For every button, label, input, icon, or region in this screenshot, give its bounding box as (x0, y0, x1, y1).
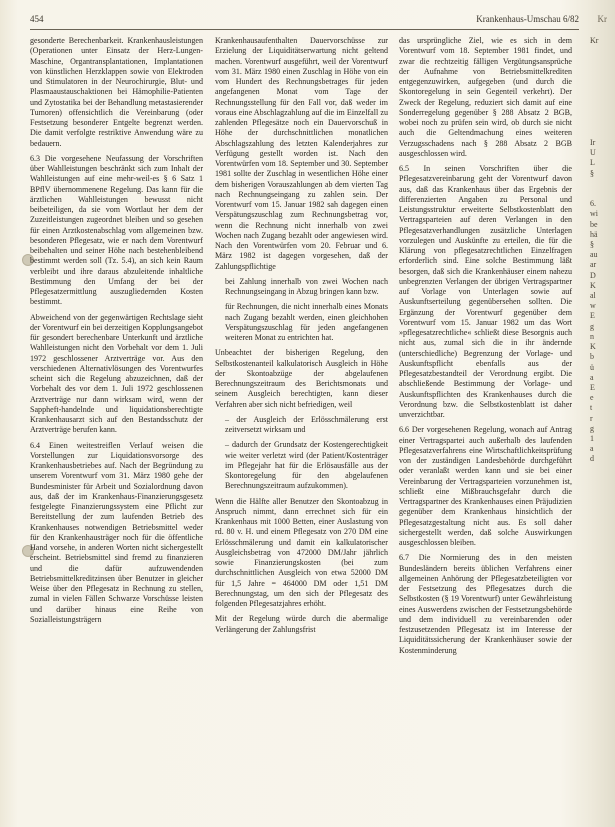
edge-fragment: E (590, 311, 595, 321)
edge-fragment: w (590, 301, 596, 311)
edge-fragment: g (590, 321, 594, 331)
edge-fragment (590, 46, 614, 56)
next-page-edge-text: Kr (597, 14, 607, 24)
text-column-2 (215, 36, 388, 640)
edge-fragment (590, 567, 614, 577)
edge-fragment: ü (590, 362, 594, 372)
text-column-3 (399, 36, 572, 661)
edge-fragment (590, 587, 614, 597)
edge-fragment (590, 485, 614, 495)
paragraph: Wenn die Hälfte aller Benutzer den Skontoabzug in Anspruch nimmt, dann errechnet sich für ein Krankenhaus mit 1000 Betten, einer Auslastung von rd. 80 v. H. und einem Pflegesatz von 270 DM eine Erlösschmälerung und damit ein kalkulatorischer Ausgleichsbetrag von 472000 DM/Jahr jährlich sowie Finanzierungskosten (bei zum durchschnittlichen Ausgleich von etwa 52000 DM für 1,5 Jahre = 464000 DM oder 1,51 DM Berechnungstag, um den sich der Pflegesatz des folgenden Pflegesatzjahres erhöht. (215, 496, 388, 608)
edge-fragment (590, 618, 614, 628)
running-title: Krankenhaus-Umschau 6/82 (476, 14, 579, 24)
edge-fragment (590, 556, 614, 566)
edge-fragment: n (590, 331, 594, 341)
edge-fragment (590, 577, 614, 587)
edge-fragment: K (590, 280, 596, 290)
paragraph: Krankenhausaufenthalten Dauervorschüsse zur Erzielung der Liquiditätserwartung nicht geltend machen. Vorentwurf ausgeführt, weil der Vorentwurf vom 31. März 1980 einen Zuschlag in Höhe von ein vom Hundert des Rechnungsbetrages für jeden angefangenen Monat vom Tage der Rechnungsstellung für den Fall vor, daß weder im voraus eine Abschlagzahlung auf die im Einzelfall zu zahlenden Pflegesätze noch ein Dauervorschuß in Höhe der durchschnittlichen monatlichen Abschlagszahlung des letzten Kalenderjahres zur Verfügung gestellt worden ist. Nach den Vorentwürfen vom 18. September und 30. September 1981 sollte der Zuschlag in wesentlichen Höhe einer dem bisherigen Vorauszahlungen ab dem vierten Tag nach Rechnungseingang zu zahlen sein. Der Vorentwurf vom 15. Januar 1982 sah dagegen einen Verspätungszuschlag zum Rechnungsbetrag vor, wenn die Rechnung nicht innerhalb von zwei Wochen nach Zugang bezahlt oder angewiesen wird. Nach den Vorentwürfen vom 20. Februar und 6. März 1982 ist dagegen vorgesehen, daß der Zahlungspflichtige (215, 36, 388, 271)
paragraph: Mit der Regelung würde durch die abermalige Verlängerung der Zahlungsfrist (215, 614, 388, 634)
edge-fragment: E (590, 382, 595, 392)
paragraph: – dadurch der Grundsatz der Kostengerechtigkeit wie weiter verletzt wird (der Patient/Kostenträger im Pflegejahr hat für die Erlösausfälle aus der Skontoregelung für den abgelaufenen Berechnungszeitraum aufzukommen). (225, 440, 388, 491)
paragraph: für Rechnungen, die nicht innerhalb eines Monats nach Zugang bezahlt werden, einen gleichhohen Verspätungszuschlag für jeden angefangenen weiteren Monat zu entrichten hat. (225, 302, 388, 342)
adjacent-page-edge (590, 36, 614, 791)
page-number: 454 (30, 14, 44, 24)
edge-fragment (590, 77, 614, 87)
paragraph: 6.4 Einen weitestreiflen Verlauf weisen die Vorstellungen zur Liquidationsvorsorge des Krankenhausbetriebes auf. Nach der Begründung zu unserem Vorentwurf vom 31. März 1980 gehe der Bundesminister für Arbeit und Sozialordnung davon aus, daß der im Krankenhaus-Finanzierungsgesetz festgelegte Finanzierungssystem eine Pflicht zur Bereitstellung der zum laufenden Betrieb des Krankenhauses notwendigen Betriebsmittel weder für den Krankenhausträger noch für die öffentliche Hand vorsehe, in anderen Worten nicht sichergestellt erscheint. Betriebsmittel sind fremd zu finanzieren und die dafür aufzuwendenden Betriebsmittelkreditzinsen über Benutzer in gleicher Weise über den Pflegesatz in Rechnung zu stellen, zumal in vielen Fällen Schwarze Vorschüsse leisten und darüber hinaus eine Reihe von Sozialleistungsträgern (30, 440, 203, 624)
paragraph: Unbeachtet der bisherigen Regelung, den Selbstkostenanteil kalkulatorisch Ausgleich in Höhe der Skontoabzüge der abgelaufenen Berechnungszeitraum des Berichtsmonats und seinem Ausgleich berechtigten, kann dieser Verfahren aber sich nicht befriedigen, weil (215, 348, 388, 409)
edge-fragment (590, 67, 614, 77)
edge-fragment (590, 771, 614, 781)
edge-fragment: 6. (590, 199, 596, 209)
edge-fragment (590, 689, 614, 699)
edge-fragment: U (590, 148, 596, 158)
edge-fragment: a (590, 372, 594, 382)
edge-fragment (590, 760, 614, 770)
edge-fragment (590, 720, 614, 730)
edge-fragment (590, 709, 614, 719)
page-header (30, 14, 607, 28)
edge-fragment: a (590, 444, 594, 454)
edge-fragment (590, 465, 614, 475)
edge-fragment: b (590, 352, 594, 362)
edge-fragment (590, 699, 614, 709)
text-column-1 (30, 36, 203, 630)
edge-fragment (590, 475, 614, 485)
edge-fragment: D (590, 270, 596, 280)
edge-fragment (590, 740, 614, 750)
edge-fragment: § (590, 168, 594, 178)
edge-fragment (590, 526, 614, 536)
edge-fragment (590, 107, 614, 117)
edge-fragment: Ir (590, 138, 596, 148)
edge-fragment (590, 56, 614, 66)
edge-fragment (590, 597, 614, 607)
edge-fragment: L (590, 158, 595, 168)
paragraph: das ursprüngliche Ziel, wie es sich in dem Vorentwurf vom 18. September 1981 findet, und zwar die rechtzeitig fälligen Vergütungsansprüche der Aufnahme von Betriebsmittelkrediten entgegenzuwirken, aufgegeben (und durch die Skontoregelung in sein Gegenteil verkehrt). Der Zweck der Regelung, reduziert sich damit auf eine Sonderregelung gegenüber § 288 Absatz 2 BGB, wobei noch zu prüfen sein wird, ob durch sie nicht auch die Geltendmachung eines weiteren Verzugsschadens nach § 288 Absatz 2 BGB ausgeschlossen wird. (399, 36, 572, 158)
paragraph: 6.5 In seinen Vorschriften über die Pflegesatzvereinbarung geht der Vorentwurf davon aus, daß das Krankenhaus über das Ergebnis der differenzierten Angaben zu Personal und Leistungsstruktur erweiterte Selbstkostenblatt den Vertragsparteien auf deren Verlangen in den Pflegesatzverhandlungen zusätzliche Unterlagen vorzulegen und Auskünfte zu erteilen, die für die Klärung von pflegesatzrechtlichen Einzelfragen erforderlich sind. Eine solche Bestimmung läßt besorgen, daß sich die Krankenhäuser einem nahezu unbegrenzten Verlangen der übrigen Vertragspartner auf Vorlage von Unterlagen sowie auf Auskunftserteilung gegenübersehen sollten. Die Ergänzung der Vorentwurf gegenüber dem Vorentwurf vom 15. Januar 1982 um das Wort »pflegesatzrechtliche« schließt diese Besorgnis auch nicht aus, zumal sich die in ihr ändernde (unterschiedliche) Begrenzung der Vorlage- und Auskunftspflicht ebenfalls aus der Pflegesatzbestandteil der Verordnung ergibt. Die abschließende Bestimmung der Vorlage- und Auskunftspflichten des Krankenhauses durch die Verordnung bzw. die Selbstkostenblatt ist daher unverzichtbar. (399, 164, 572, 419)
edge-fragment: be (590, 219, 598, 229)
edge-fragment (590, 97, 614, 107)
edge-fragment: Kr (590, 36, 599, 45)
edge-fragment (590, 658, 614, 668)
edge-fragment: al (590, 291, 596, 301)
edge-fragment (590, 87, 614, 97)
edge-fragment (590, 495, 614, 505)
edge-fragment (590, 781, 614, 791)
edge-fragment (590, 648, 614, 658)
edge-fragment (590, 505, 614, 515)
edge-fragment (590, 179, 614, 189)
edge-fragment: au (590, 250, 598, 260)
edge-fragment: t (590, 403, 593, 413)
edge-fragment (590, 128, 614, 138)
edge-fragment (590, 536, 614, 546)
edge-fragment: § (590, 240, 594, 250)
header-rule (30, 29, 579, 30)
edge-fragment: wi (590, 209, 598, 219)
edge-fragment: hä (590, 229, 598, 239)
paragraph: 6.7 Die Normierung des in den meisten Bundesländern bereits üblichen Verfahrens einer allgemeinen Anhörung der Pflegesatzbeteiligten vor der Festsetzung des Pflegesatzes durch die Selbstkosten (§ 19 Vorentwurf) unter Gewährleistung eines Auswerdens zwischen der Festsetzungsbehörde und dem individuell zu vereinbarenden oder festzusetzenden Pflegesatz ist im Interesse der Liquiditätssicherung der Krankenhäuser sowie der Kostenminderung (399, 553, 572, 655)
paragraph: gesonderte Berechenbarkeit. Krankenhausleistungen (Operationen unter Einsatz der Herz-Lungen-Maschine, Organtransplantationen, Implantationen von künstlichen Herzklappen sowie von Elektroden und Stimulatoren in der Neurochirurgie, Blut- und Plasmaaustauschaktionen bei Hämophilie-Patienten und Zytostatika bei der Behandlung metastasierender Tumoren) offensichtlich die Vereinbarung (oder Festsetzung besonderer Entgelte begrenzt werden. Die damit verfolgte restriktive Anwendung wäre zu bedauern. (30, 36, 203, 148)
edge-fragment (590, 607, 614, 617)
edge-fragment (590, 638, 614, 648)
paragraph: bei Zahlung innerhalb von zwei Wochen nach Rechnungseingang in Abzug bringen kann bzw. (225, 276, 388, 296)
edge-fragment (590, 546, 614, 556)
edge-fragment (590, 189, 614, 199)
paragraph: Abweichend von der gegenwärtigen Rechtslage sieht der Vorentwurf ein bei derzeitigen Kopplungsangebot für gesondert berechenbare Unterkunft und ärztliche Wahlleistungen nicht den Vorbehalt vor dem 1. Juli 1972 geschlossener Arztverträge vor. Aus den verschiedenen Alternativlösungen des Vorentwurfes scheint sich die Regelung abzuzeichnen, daß der Vorbehalt des vor dem 1. Juli 1972 geschlossenen Arztverträge nur dann wirksam wird, wenn der Sappheft-handelnde und liquidationsberechtigte Krankenhausarzt sich auf den Bestandsschutz der Arztverträge berufen kann. (30, 312, 203, 435)
edge-fragment (590, 118, 614, 128)
edge-fragment (590, 750, 614, 760)
paragraph: 6.6 Der vorgesehenen Regelung, wonach auf Antrag einer Vertragspartei auch außerhalb des laufenden Pflegesatzverfahrens eine Wirtschaftlichkeitsprüfung von der zuständigen Landesbehörde durchgeführt oder veranlaßt werden kann und sie bei einer Vereinbarung der Vertragsparteien vorzunehmen ist, schließt eine Mißbrauchsgefahr durch die Vertragspartner des Krankenhauses einen Präjudizien gegenüber dem Krankenhaus hinsichtlich der Pflegesatzgestaltung nicht aus. Es soll daher sichergestellt werden, daß solche Auswirkungen ausgeschlossen bleiben. (399, 425, 572, 547)
edge-fragment: K (590, 342, 596, 352)
edge-fragment (590, 679, 614, 689)
edge-fragment: e (590, 393, 594, 403)
edge-fragment: d (590, 454, 594, 464)
edge-fragment: g (590, 423, 594, 433)
edge-fragment (590, 669, 614, 679)
paragraph: 6.3 Die vorgesehene Neufassung der Vorschriften über Wahlleistungen beschränkt sich zum Inhalt der Wahlleistungen auf eine mehr-weil-es § 6 Satz 1 BPflV übernommenene Regelung. Das kann für die ärztlichen Wahlleistungen bewusst nicht beibeteiligen, da sie vom Wortlaut her dem der Zuzeitleistungen zugeordnet bleiben und so gesehen für einen Arztkostenabschlag vom allgemeinen bzw. besonderen Pflegesatz, wie er nach dem Vorentwurf beibehalten und seiner Höhe nach bestehenbleibend bestimmt werden soll (Tz. 5.4), an sich kein Raum verbleibt und ihre daraus abzuleitende inhaltliche Bestimmung den Umfang der bei der Pflegesatzermittlung auszugliedernden Kosten bestimmt. (30, 153, 203, 307)
edge-fragment (590, 628, 614, 638)
edge-fragment: 1 (590, 433, 594, 443)
paragraph: – der Ausgleich der Erlösschmälerung erst zeitversetzt wirksam und (225, 414, 388, 434)
edge-fragment: ar (590, 260, 597, 270)
edge-fragment: r (590, 413, 593, 423)
edge-fragment (590, 730, 614, 740)
edge-fragment (590, 516, 614, 526)
